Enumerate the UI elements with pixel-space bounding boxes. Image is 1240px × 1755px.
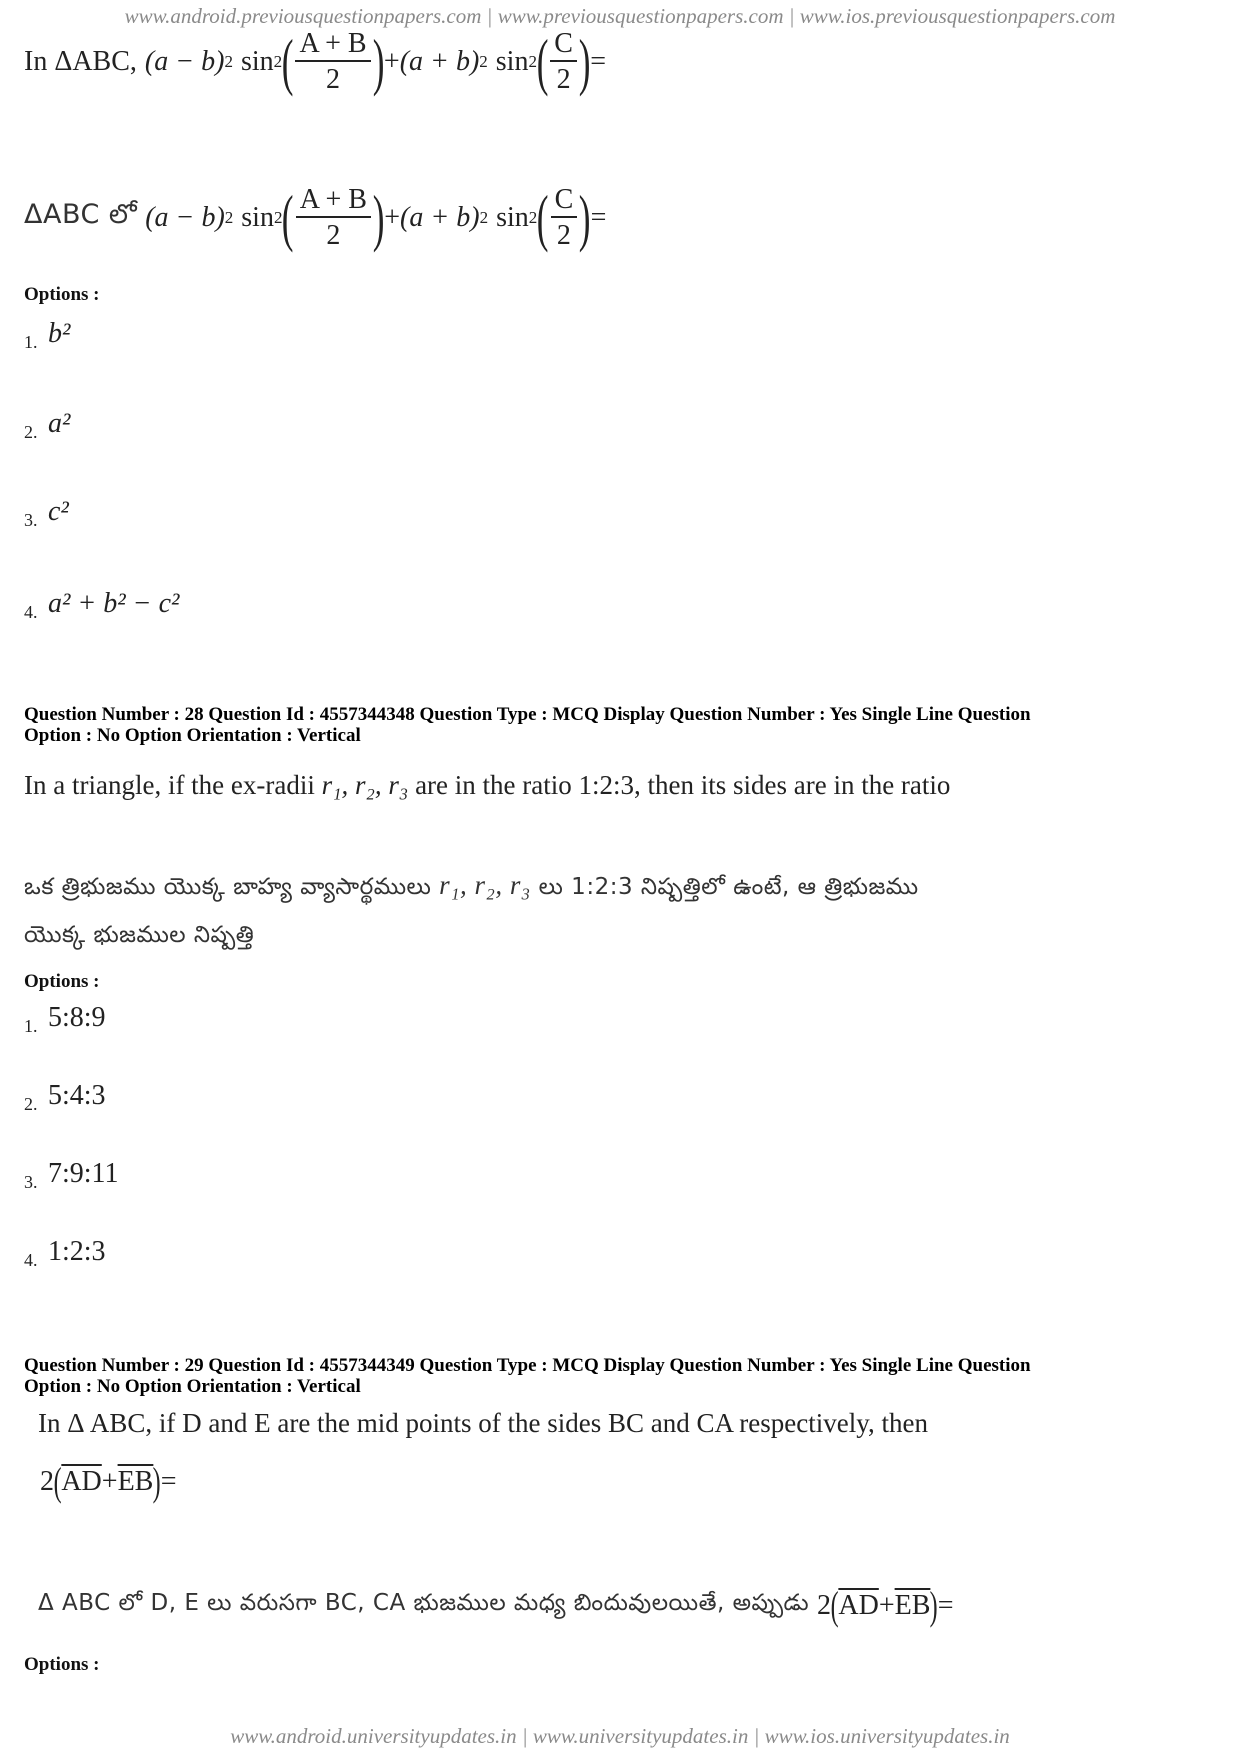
q28-option-2[interactable]: 2. 5:4:3 xyxy=(24,1080,106,1114)
fraction: $\frac{A + B}{2}$ xyxy=(296,186,371,250)
q27-option-3[interactable]: 3. c² xyxy=(24,496,69,530)
q27-options-label: Options : xyxy=(24,284,100,305)
q28-question-te-line2: యొక్క భుజముల నిష్పత్తి xyxy=(24,922,255,948)
q28-option-4[interactable]: 4. 1:2:3 xyxy=(24,1236,106,1270)
q28-option-3[interactable]: 3. 7:9:11 xyxy=(24,1158,119,1192)
q28-header: Question Number : 28 Question Id : 4557344348 Question Type : MCQ Display Question Number : Yes Single Line Question Option : No Option Orientation : Vertical xyxy=(24,704,1031,746)
q29-options-label: Options : xyxy=(24,1654,100,1675)
q27-option-2[interactable]: 2. a² xyxy=(24,408,71,442)
fraction: $\frac{C}{2}$ xyxy=(551,186,578,250)
watermark-top: www.android.previousquestionpapers.com | www.previousquestionpapers.com | www.ios.previousquestionpapers.com xyxy=(124,4,1116,28)
q27-option-1[interactable]: 1. b² xyxy=(24,318,71,352)
fraction: $\frac{A + B}{2}$ xyxy=(295,30,370,94)
q28-question-te-line1: ఒక త్రిభుజము యొక్క బాహ్య వ్యాసార్థములు r₁, r₂, r₃ లు 1:2:3 నిష్పత్తిలో ఉంటే, ఆ త్రిభుజము xyxy=(24,870,919,900)
q27-expression-te: ΔABC లో (a − b) 2 sin 2 ( $\frac{A + B}{2}$ ) + (a + b) 2 sin 2 ( $\frac{C}{2}$ ) = xyxy=(24,182,607,253)
q27-prefix-en: In ΔABC, xyxy=(24,46,137,77)
q27-prefix-te: ΔABC లో xyxy=(24,199,138,230)
watermark-bottom: www.android.universityupdates.in | www.universityupdates.in | www.ios.universityupdates.in xyxy=(230,1724,1010,1748)
q29-vector-expression: 2 ( $\overline{AD}$ + $\overline{EB}$ ) = xyxy=(40,1459,177,1504)
q28-question-en: In a triangle, if the ex-radii r₁, r₂, r₃ are in the ratio 1:2:3, then its sides are in the ratio xyxy=(24,770,951,800)
q29-question-en: In Δ ABC, if D and E are the mid points of the sides BC and CA respectively, then xyxy=(38,1408,928,1438)
q29-header: Question Number : 29 Question Id : 4557344349 Question Type : MCQ Display Question Number : Yes Single Line Question Option : No Option Orientation : Vertical xyxy=(24,1355,1031,1397)
q27-option-4[interactable]: 4. a² + b² − c² xyxy=(24,588,180,622)
fraction: $\frac{C}{2}$ xyxy=(550,30,577,94)
q27-expression-en: In ΔABC, (a − b) 2 sin 2 ( $\frac{A + B}{2}$ ) + (a + b) 2 sin 2 ( $\frac{C}{2}$ ) = xyxy=(24,26,607,97)
q28-option-1[interactable]: 1. 5:8:9 xyxy=(24,1002,106,1036)
q29-question-te: Δ ABC లో D, E లు వరుసగా BC, CA భుజముల మధ్య బిందువులయితే, అప్పుడు 2 ( $\overline{AD}$ + $\overline{EB}$ ) = xyxy=(38,1583,954,1628)
q28-options-label: Options : xyxy=(24,971,100,992)
